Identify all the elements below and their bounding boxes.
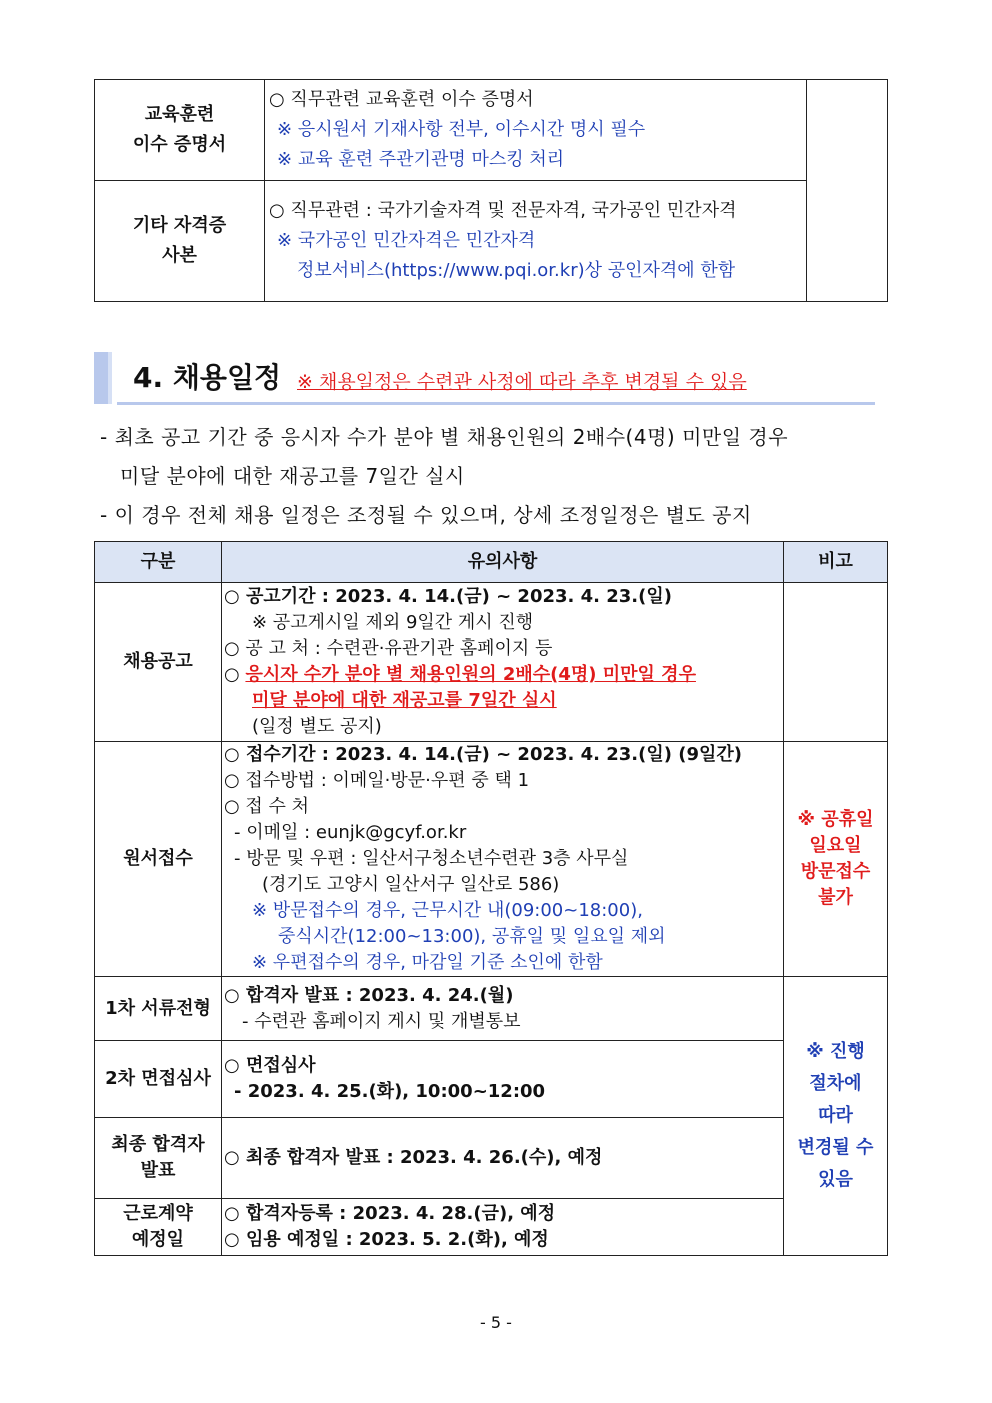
row-label: 1차 서류전형 [95,977,222,1041]
section-title: 4. 채용일정 [133,361,282,394]
schedule-line: ○ 최종 합격자 발표 : 2023. 4. 26.(수), 예정 [224,1147,603,1168]
row-label: 기타 자격증 사본 [95,181,265,302]
doc-note: ※ 국가공인 민간자격은 민간자격 [277,230,536,251]
row-label: 최종 합격자 발표 [95,1118,222,1199]
schedule-line: ○ 접수방법 : 이메일·방문·우편 중 택 1 [224,770,530,791]
schedule-line: ○ 공고기간 : 2023. 4. 14.(금) ~ 2023. 4. 23.(일) [224,586,672,607]
schedule-note: ※ 방문접수의 경우, 근무시간 내(09:00~18:00), [252,900,643,921]
table-row [95,1041,888,1118]
table-row [95,1118,888,1199]
col-header: 구분 [95,542,222,583]
doc-line: ○ 직무관련 교육훈련 이수 증명서 [269,89,534,110]
remark-cell: ※ 공휴일 일요일 방문접수 불가 [784,742,888,977]
row-label: 원서접수 [95,742,222,977]
doc-line: ○ 직무관련 : 국가기술자격 및 전문자격, 국가공인 민간자격 [269,200,737,221]
qualification-docs-table [94,79,888,302]
doc-note: ※ 응시원서 기재사항 전부, 이수시간 명시 필수 [277,119,646,140]
schedule-line: (일정 별도 공지) [252,716,382,737]
schedule-line: ○ 임용 예정일 : 2023. 5. 2.(화), 예정 [224,1229,549,1250]
schedule-note: 중식시간(12:00~13:00), 공휴일 및 일요일 제외 [278,926,666,947]
schedule-line: ○ 합격자등록 : 2023. 4. 28.(금), 예정 [224,1203,556,1224]
schedule-line: ○ 접 수 처 [224,796,310,817]
email-line: - 이메일 : eunjk@gcyf.or.kr [234,822,467,843]
page-number: - 5 - [480,1313,512,1332]
section-accent-bar-light [108,352,112,404]
doc-note: ※ 교육 훈련 주관기관명 마스킹 처리 [277,149,565,170]
highlight-line: 응시자 수가 분야 별 채용인원의 2배수(4명) 미만일 경우 [245,664,696,685]
section-underline [117,402,875,405]
doc-note: 정보서비스(https://www.pqi.or.kr)상 공인자격에 한함 [297,260,736,281]
table-row [95,977,888,1041]
col-header: 비고 [784,542,888,583]
schedule-table [94,541,888,1256]
table-row [95,181,888,302]
row-label: 2차 면접심사 [95,1041,222,1118]
col-header: 유의사항 [222,542,784,583]
remark-cell [807,80,888,302]
schedule-line: - 수련관 홈페이지 게시 및 개별통보 [242,1010,521,1032]
section-note: ※ 채용일정은 수련관 사정에 따라 추후 변경될 수 있음 [297,371,747,393]
remark-cell [784,583,888,742]
highlight-line: 미달 분야에 대한 재공고를 7일간 실시 [252,690,557,711]
schedule-line: - 2023. 4. 25.(화), 10:00~12:00 [234,1081,546,1102]
row-label: 채용공고 [95,583,222,742]
remark-cell: ※ 진행 절차에 따라 변경될 수 있음 [784,977,888,1256]
schedule-line: ○ 접수기간 : 2023. 4. 14.(금) ~ 2023. 4. 23.(일) (9일간) [224,744,743,765]
schedule-line: (경기도 고양시 일산서구 일산로 586) [262,874,560,895]
row-label: 근로계약 예정일 [95,1199,222,1256]
paragraph: - 이 경우 전체 채용 일정은 조정될 수 있으며, 상세 조정일정은 별도 공지 [100,503,752,527]
table-row: 채용공고 ○ 공고기간 : 2023. 4. 14.(금) ~ 2023. 4. 23.(일) ※ 공고게시일 제외 9일간 게시 진행 ○ 공 고 처 : 수련관·유관기관 홈페이지 등 ○ 응시자 수가 분야 별 채용인원의 2배수(4명) 미만일 경우 미달 분야에 대한 재공고를 7일간 실시 (일정 별도 공지) [95,583,888,742]
table-header-row [95,542,888,583]
schedule-line: ○ 합격자 발표 : 2023. 4. 24.(월) [224,984,514,1006]
schedule-line: ○ 면접심사 [224,1055,316,1076]
paragraph: - 최초 공고 기간 중 응시자 수가 분야 별 채용인원의 2배수(4명) 미만일 경우 [100,425,789,449]
schedule-line: ○ 공 고 처 : 수련관·유관기관 홈페이지 등 [224,638,553,659]
row-label: 교육훈련 이수 증명서 [95,80,265,181]
schedule-line: - 방문 및 우편 : 일산서구청소년수련관 3층 사무실 [234,848,629,869]
schedule-note: ※ 우편접수의 경우, 마감일 기준 소인에 한함 [252,952,603,973]
section-accent-bar [94,352,108,404]
table-row [95,80,888,181]
schedule-line: ※ 공고게시일 제외 9일간 게시 진행 [252,612,534,633]
table-row [95,742,888,977]
table-row [95,1199,888,1256]
paragraph: 미달 분야에 대한 재공고를 7일간 실시 [120,464,465,488]
